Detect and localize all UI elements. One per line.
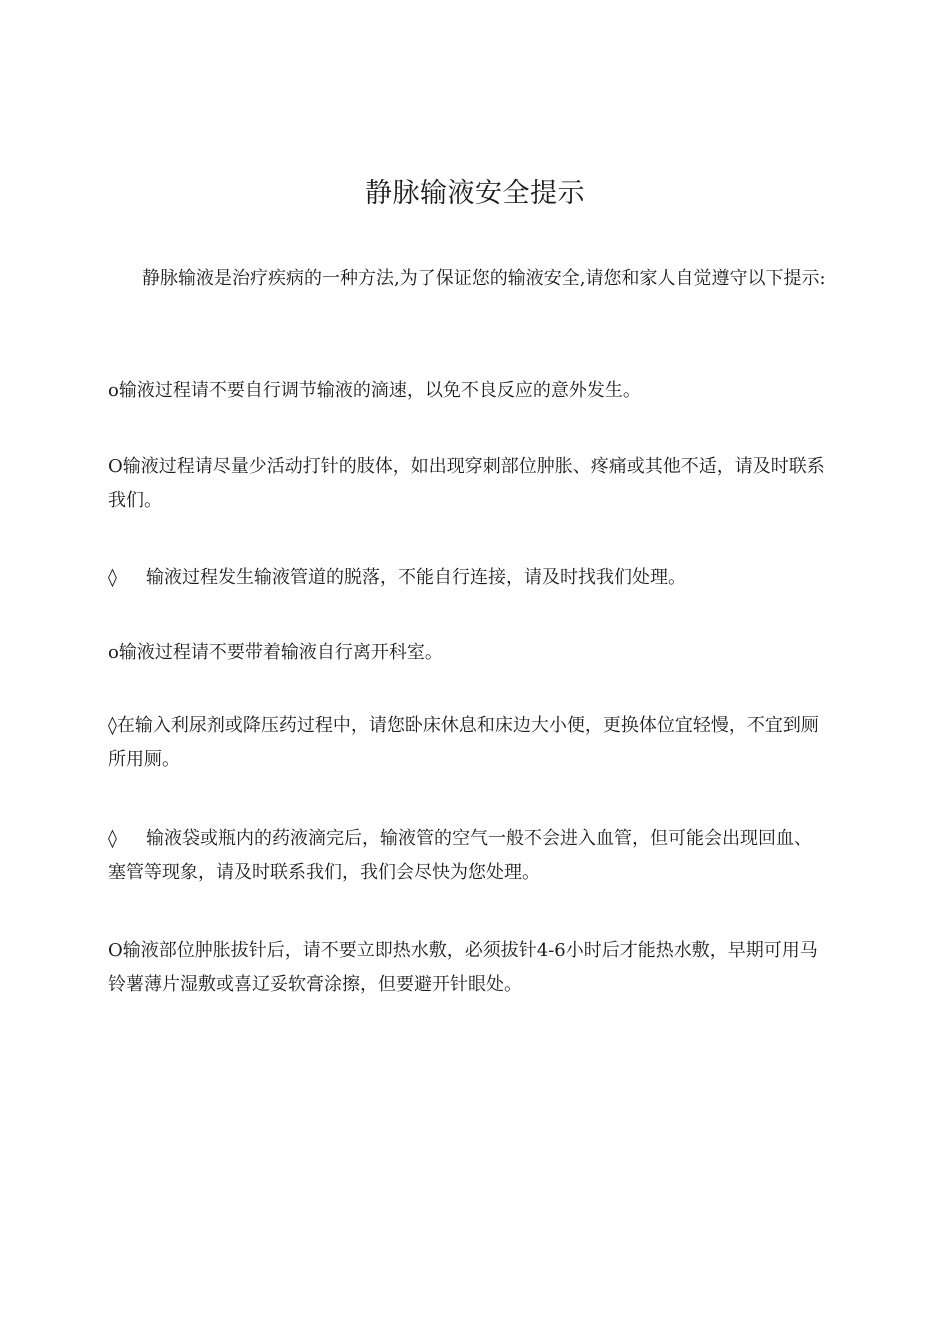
tip-text: 输液袋或瓶内的药液滴完后，输液管的空气一般不会进入血管，但可能会出现回血、塞管等现象，请及时联系我们，我们会尽快为您处理。 <box>108 828 812 883</box>
bullet-marker: O <box>108 456 123 477</box>
tip-text: 输液部位肿胀拔针后，请不要立即热水敷，必须拔针4-6小时后才能热水敷，早期可用马铃薯薄片湿敷或喜辽妥软膏涂擦，但要避开针眼处。 <box>108 940 818 995</box>
tip-item-5 <box>108 709 828 777</box>
bullet-marker: O <box>108 940 123 961</box>
bullet-marker: ◊ <box>108 715 117 736</box>
tip-item-3 <box>108 561 828 595</box>
tip-text: 输液过程请不要带着输液自行离开科室。 <box>118 642 443 663</box>
tip-text: 输液过程发生输液管道的脱落，不能自行连接，请及时找我们处理。 <box>146 567 686 588</box>
tip-item-7 <box>108 934 828 1002</box>
bullet-marker: o <box>108 380 119 401</box>
bullet-marker: ◊ <box>108 828 117 849</box>
tip-text: 在输入利尿剂或降压药过程中，请您卧床休息和床边大小便，更换体位宜轻慢，不宜到厕所用厕。 <box>108 715 819 770</box>
tip-item-1 <box>108 374 828 408</box>
tip-text: 输液过程请尽量少活动打针的肢体，如出现穿刺部位肿胀、疼痛或其他不适，请及时联系我们。 <box>108 456 825 511</box>
tip-item-6 <box>108 822 828 890</box>
tip-item-2 <box>108 450 828 518</box>
document-title: 静脉输液安全提示 <box>365 178 585 209</box>
tip-item-4 <box>108 636 828 670</box>
bullet-marker: ◊ <box>108 567 117 588</box>
intro-paragraph: 静脉输液是治疗疾病的一种方法,为了保证您的输液安全,请您和家人自觉遵守以下提示: <box>142 268 826 289</box>
tip-text: 输液过程请不要自行调节输液的滴速，以免不良反应的意外发生。 <box>118 380 641 401</box>
bullet-marker: o <box>108 642 119 663</box>
